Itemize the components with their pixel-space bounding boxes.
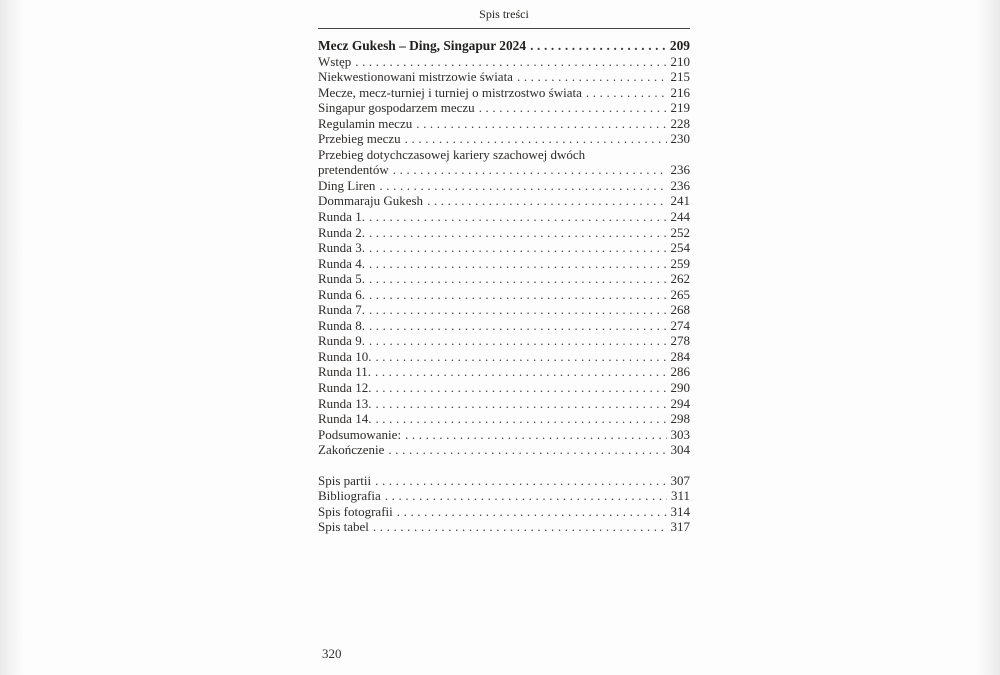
toc-leader-dots xyxy=(388,442,667,458)
toc-entry xyxy=(318,240,690,256)
toc-entry xyxy=(318,147,690,163)
toc-entry xyxy=(318,131,690,147)
running-header-text: Spis treści xyxy=(479,7,529,21)
toc-entry-page: 215 xyxy=(670,69,690,85)
toc-section-gap xyxy=(318,458,690,473)
toc-entry xyxy=(318,100,690,116)
toc-leader-dots xyxy=(369,256,667,272)
toc-leader-dots xyxy=(369,302,667,318)
left-page-edge-shadow xyxy=(0,0,24,675)
toc-entry-title: Dommaraju Gukesh xyxy=(318,193,424,209)
toc-entry-page: 265 xyxy=(670,286,690,302)
toc-entry-title: Podsumowanie: xyxy=(318,426,402,442)
toc-entry-page: 230 xyxy=(670,131,690,147)
toc-entry-title: Runda 4. xyxy=(318,255,365,271)
toc-entry-page: 284 xyxy=(670,348,690,364)
toc-entry-page: 228 xyxy=(670,115,690,131)
toc-leader-dots xyxy=(393,162,667,178)
toc-leader-dots xyxy=(369,225,667,241)
toc-leader-dots xyxy=(369,240,667,256)
toc-entry-title: Runda 2. xyxy=(318,224,365,240)
toc-leader-dots xyxy=(375,364,667,380)
toc-entry xyxy=(318,287,690,303)
toc-leader-dots xyxy=(375,396,667,412)
toc-entry-page: 311 xyxy=(670,488,690,504)
toc-entry-page: 290 xyxy=(670,380,690,396)
toc-entry-title: Spis fotografii xyxy=(318,503,393,519)
toc-entry-title: Regulamin meczu xyxy=(318,115,413,131)
toc-entry-title: Ding Liren xyxy=(318,177,376,193)
toc-entry xyxy=(318,162,690,178)
toc-entry-page: 236 xyxy=(670,177,690,193)
toc-entry-page: 268 xyxy=(670,302,690,318)
toc-entry xyxy=(318,333,690,349)
toc-leader-dots xyxy=(405,131,667,147)
toc-entry-title: Runda 8. xyxy=(318,317,365,333)
toc-leader-dots xyxy=(369,271,667,287)
toc-entry-page: 236 xyxy=(670,162,690,178)
toc-entry-page: 294 xyxy=(670,395,690,411)
toc-entry-title: Bibliografia xyxy=(318,488,381,504)
toc-entry-page: 252 xyxy=(670,224,690,240)
right-page-edge-shadow xyxy=(976,0,1000,675)
toc-entry-title: Singapur gospodarzem meczu xyxy=(318,100,475,116)
toc-entry-page: 317 xyxy=(670,519,690,535)
toc-leader-dots xyxy=(379,178,667,194)
toc-leader-dots xyxy=(375,380,667,396)
toc-entry-page: 262 xyxy=(670,271,690,287)
toc-entry-page: 278 xyxy=(670,333,690,349)
toc-entry-title: pretendentów xyxy=(318,162,389,178)
toc-entry-page: 210 xyxy=(670,53,690,69)
toc-entry-page: 216 xyxy=(670,84,690,100)
toc-entry-title: Runda 5. xyxy=(318,271,365,287)
toc-leader-dots xyxy=(586,85,667,101)
toc-entry-title: Przebieg dotychczasowej kariery szachowej dwóch xyxy=(318,146,586,162)
toc-entry xyxy=(318,349,690,365)
toc-entry xyxy=(318,318,690,334)
toc-entry-page: 274 xyxy=(670,317,690,333)
toc-entry xyxy=(318,519,690,535)
toc-entry-title: Spis partii xyxy=(318,472,372,488)
toc-entry xyxy=(318,38,690,54)
toc-entry xyxy=(318,396,690,412)
toc-entry-title: Przebieg meczu xyxy=(318,131,401,147)
toc-leader-dots xyxy=(355,54,667,70)
toc-leader-dots xyxy=(405,427,667,443)
toc-entry-page: 209 xyxy=(669,38,690,53)
toc-entry xyxy=(318,85,690,101)
toc-leader-dots xyxy=(416,116,667,132)
toc-entry xyxy=(318,302,690,318)
running-header xyxy=(318,6,690,29)
toc-entry-title: Runda 12. xyxy=(318,380,372,396)
toc-entry xyxy=(318,69,690,85)
toc-entry-title: Wstęp xyxy=(318,53,352,69)
toc-leader-dots xyxy=(369,287,667,303)
toc-entry-title: Niekwestionowani mistrzowie świata xyxy=(318,69,513,85)
toc-entry-title: Mecze, mecz-turniej i turniej o mistrzostwo świata xyxy=(318,84,582,100)
toc-entry xyxy=(318,380,690,396)
toc-entry-title: Zakończenie xyxy=(318,442,385,458)
toc-entry-page: 304 xyxy=(670,442,690,458)
toc-leader-dots xyxy=(517,69,667,85)
toc-entry-page: 244 xyxy=(670,209,690,225)
toc-entry xyxy=(318,225,690,241)
toc-entry-title: Runda 1. xyxy=(318,209,365,225)
toc-entry-page: 307 xyxy=(670,472,690,488)
toc-leader-dots xyxy=(479,100,667,116)
toc-entry xyxy=(318,488,690,504)
toc-leader-dots xyxy=(530,38,667,54)
toc-leader-dots xyxy=(427,193,667,209)
toc-entry xyxy=(318,256,690,272)
toc-main-section xyxy=(318,38,690,458)
toc-entry xyxy=(318,209,690,225)
toc-entry-page: 286 xyxy=(670,364,690,380)
toc-leader-dots xyxy=(375,473,667,489)
toc-entry-title: Runda 3. xyxy=(318,240,365,256)
toc-entry-title: Runda 9. xyxy=(318,333,365,349)
toc-entry-page: 241 xyxy=(670,193,690,209)
toc-leader-dots xyxy=(375,411,667,427)
toc-entry-page: 314 xyxy=(670,503,690,519)
toc-back-matter-section xyxy=(318,473,690,535)
toc-entry-title: Runda 13. xyxy=(318,395,372,411)
toc-leader-dots xyxy=(375,349,667,365)
toc-entry-title: Runda 11. xyxy=(318,364,371,380)
toc-entry-title: Runda 6. xyxy=(318,286,365,302)
toc-entry xyxy=(318,271,690,287)
toc-entry-title: Runda 14. xyxy=(318,411,372,427)
table-of-contents xyxy=(318,38,690,535)
toc-entry-title: Mecz Gukesh – Ding, Singapur 2024 xyxy=(318,38,527,53)
toc-entry xyxy=(318,504,690,520)
toc-entry xyxy=(318,116,690,132)
toc-content-column xyxy=(318,6,690,535)
toc-entry-page: 254 xyxy=(670,240,690,256)
toc-entry-page: 303 xyxy=(670,426,690,442)
toc-entry xyxy=(318,364,690,380)
toc-entry xyxy=(318,442,690,458)
toc-entry xyxy=(318,193,690,209)
toc-entry-page: 298 xyxy=(670,411,690,427)
toc-entry xyxy=(318,54,690,70)
toc-leader-dots xyxy=(369,333,667,349)
toc-leader-dots xyxy=(385,488,667,504)
toc-entry-title: Runda 7. xyxy=(318,302,365,318)
toc-leader-dots xyxy=(373,519,667,535)
toc-leader-dots xyxy=(369,209,667,225)
toc-entry xyxy=(318,178,690,194)
toc-entry xyxy=(318,411,690,427)
toc-entry-page: 219 xyxy=(670,100,690,116)
toc-entry-title: Spis tabel xyxy=(318,519,369,535)
toc-entry-page: 259 xyxy=(670,255,690,271)
toc-entry xyxy=(318,473,690,489)
toc-entry-title: Runda 10. xyxy=(318,348,372,364)
folio-page-number: 320 xyxy=(322,646,342,661)
toc-leader-dots xyxy=(397,504,667,520)
toc-leader-dots xyxy=(369,318,667,334)
toc-entry xyxy=(318,427,690,443)
